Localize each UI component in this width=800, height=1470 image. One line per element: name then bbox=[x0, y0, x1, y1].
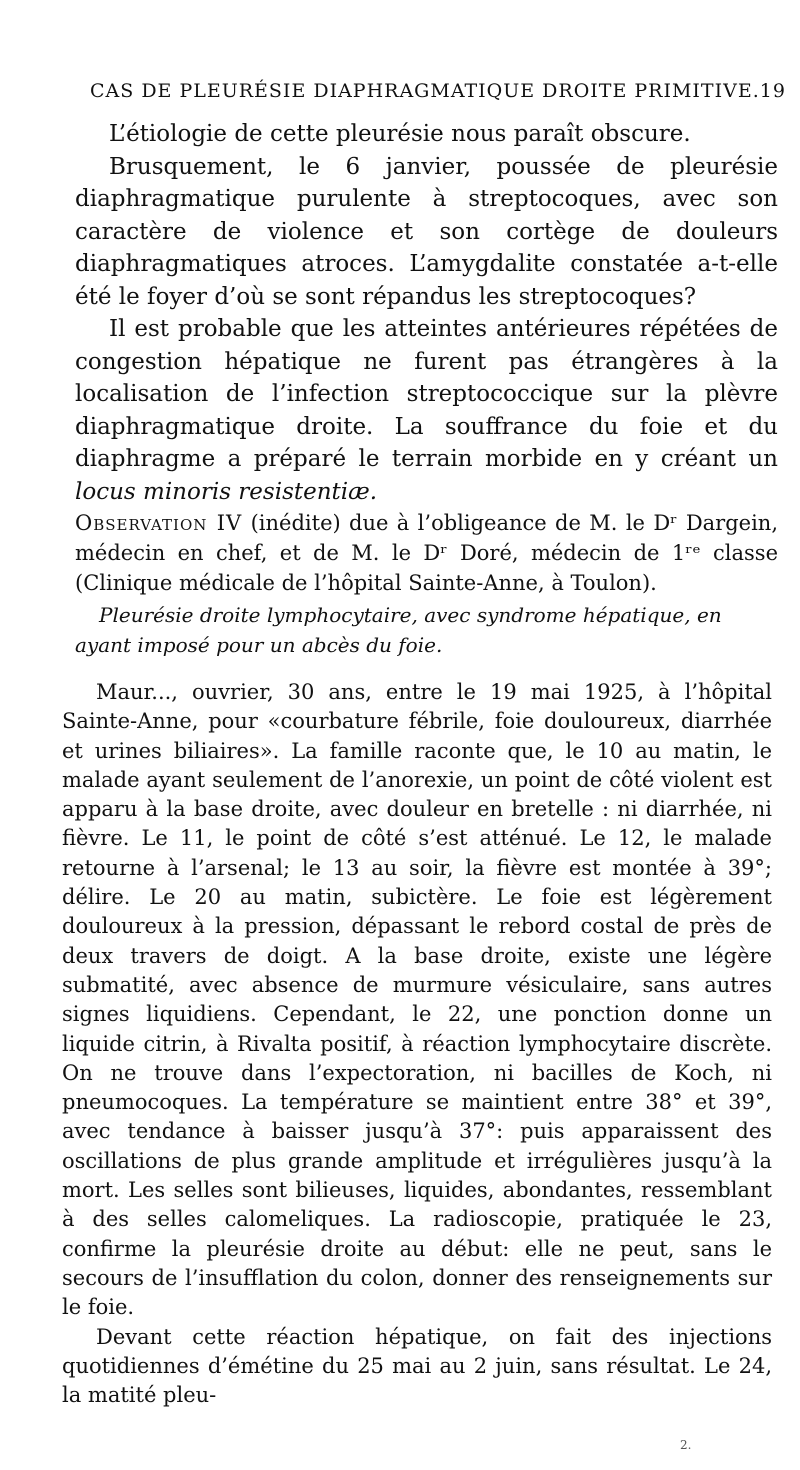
page-number: 19 bbox=[759, 80, 786, 102]
latin-phrase: locus minoris resistentiæ. bbox=[75, 478, 378, 505]
observation-heading bbox=[75, 508, 778, 598]
intro-section bbox=[75, 118, 778, 508]
observation-label: Observation IV bbox=[75, 511, 243, 535]
case-report bbox=[62, 678, 772, 1410]
case-paragraph-1: Maur..., ouvrier, 30 ans, entre le 19 mai 1925, à l’hôpital Sainte-Anne, pour «courbature fébrile, foie douloureux, diarrhée et urines biliaires». La famille raconte que, le 10 au matin, le malade ayant seulement de l’anorexie, un point de côté violent est apparu à la base droite, avec douleur en bretelle : ni diarrhée, ni fièvre. Le 11, le point de côté s’est atténué. Le 12, le malade retourne à l’arsenal; le 13 au soir, la fièvre est montée à 39°; délire. Le 20 au matin, subictère. Le foie est légèrement douloureux à la pression, dépassant le rebord costal de près de deux travers de doigt. A la base droite, existe une légère submatité, avec absence de murmure vésiculaire, sans autres signes liquidiens. Cependant, le 22, une ponction donne un liquide citrin, à Rivalta positif, à réaction lymphocytaire discrète. On ne trouve dans l’expectoration, ni bacilles de Koch, ni pneumocoques. La température se maintient entre 38° et 39°, avec tendance à baisser jusqu’à 37°: puis apparaissent des oscillations de plus grande amplitude et irrégulières jusqu’à la mort. Les selles sont bilieuses, liquides, abondantes, ressemblant à des selles calomeliques. La radioscopie, pratiquée le 23, confirme la pleurésie droite au début: elle ne peut, sans le secours de l’insufflation du colon, donner des renseignements sur le foie. bbox=[62, 680, 772, 1320]
observation-subtitle: Pleurésie droite lymphocytaire, avec syndrome hépatique, en ayant imposé pour un abcès du foie. bbox=[75, 603, 722, 657]
intro-paragraph-2: Brusquement, le 6 janvier, poussée de pleurésie diaphragmatique purulente à streptocoques, avec son caractère de violence et son cortège de douleurs diaphragmatiques atroces. L’amygdalite constatée a-t-elle été le foyer d’où se sont répandus les streptocoques? bbox=[75, 153, 778, 310]
case-paragraph-2: Devant cette réaction hépatique, on fait des injections quotidiennes d’émétine du 25 mai au 2 juin, sans résultat. Le 24, la matité pleu- bbox=[62, 1324, 772, 1408]
running-title: CAS DE PLEURÉSIE DIAPHRAGMATIQUE DROITE PRIMITIVE. bbox=[90, 80, 760, 102]
intro-paragraph-3-text: Il est probable que les atteintes antérieures répétées de congestion hépatique ne furent pas étrangères à la localisation de l’infection streptococcique sur la plèvre diaphragmatique droite. La souffrance du foie et du diaphragme a préparé le terrain morbide en y créant un bbox=[75, 316, 778, 472]
running-header bbox=[90, 80, 786, 102]
intro-paragraph-1: L’étiologie de cette pleurésie nous paraît obscure. bbox=[109, 121, 691, 147]
intro-paragraph-3 bbox=[75, 313, 778, 508]
observation-credit: (inédite) due à l’obligeance de M. le Dʳ Dargein, médecin en chef, et de M. le Dʳ Doré, médecin de 1ʳᵉ classe (Clinique médicale de l’hôpital Sainte-Anne, à Toulon). bbox=[75, 511, 778, 595]
signature-mark: 2. bbox=[680, 1438, 692, 1452]
